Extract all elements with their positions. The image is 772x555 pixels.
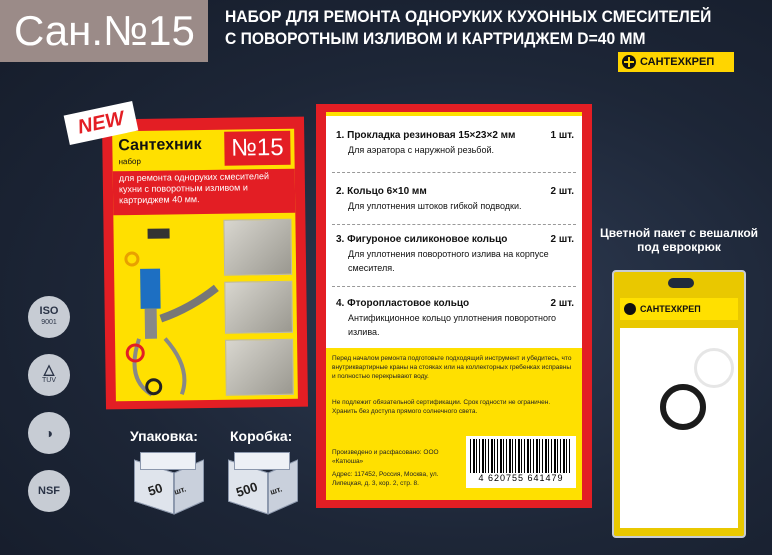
item-qty: 2 шт.: [550, 234, 574, 245]
item-num: 4.: [336, 298, 345, 309]
pack-box-icon: [134, 452, 204, 508]
box-unit: шт.: [268, 484, 284, 497]
front-number: №15: [224, 131, 290, 166]
pct-mark-icon: ◑: [44, 424, 54, 441]
list-item: [336, 298, 574, 339]
brand-name: САНТЕХКРЕП: [640, 56, 715, 68]
warning-triangle-icon: △: [43, 361, 55, 377]
item-name: Прокладка резиновая 15×23×2 мм: [347, 130, 516, 141]
euro-hook-hole: [668, 278, 694, 288]
bag-insert-card: [620, 328, 738, 528]
item-note: Антификционное кольцо уплотнения поворотного излива.: [348, 313, 557, 337]
item-name: Фигуроное силиконовое кольцо: [347, 234, 508, 245]
item-num: 1.: [336, 130, 345, 141]
carton-box-icon: [228, 452, 298, 508]
item-name: Кольцо 6×10 мм: [347, 186, 427, 197]
divider: [332, 286, 576, 287]
headline-line-1: НАБОР ДЛЯ РЕМОНТА ОДНОРУКИХ КУХОННЫХ СМЕСИТЕЛЕЙ: [225, 7, 712, 26]
item-name: Фторопластовое кольцо: [347, 298, 470, 309]
back-panel: [326, 112, 582, 500]
box-qty: 500: [234, 479, 260, 500]
front-subtitle: набор: [118, 156, 141, 167]
front-title: Сантехник: [118, 136, 202, 155]
product-headline: [225, 6, 722, 50]
new-badge: NEW: [64, 101, 139, 145]
divider: [332, 172, 576, 173]
faucet-photo: [224, 281, 293, 334]
faucet-photo: [225, 339, 294, 396]
list-item: [336, 186, 574, 213]
cert-label: NSF: [38, 484, 60, 497]
item-num: 3.: [336, 234, 345, 245]
retail-bag: [612, 270, 746, 538]
contents-list: [326, 116, 582, 348]
list-item: [336, 130, 574, 157]
list-item: [336, 234, 574, 275]
package-back: [316, 104, 592, 508]
iso-icon: [28, 296, 70, 338]
parts-illustration: [119, 218, 221, 397]
gasket-ring: [660, 384, 706, 430]
pack-label: Упаковка:: [130, 428, 198, 444]
address-text: Адрес: 117452, Россия, Москва, ул. Липецкая, д. 3, кор. 2, стр. 8.: [332, 471, 439, 487]
item-note: Для уплотнения штоков гибкой подводки.: [348, 201, 522, 211]
brand-logo: [618, 52, 734, 72]
cert-sub: 9001: [41, 319, 57, 326]
barcode: [466, 436, 576, 488]
package-front: [102, 117, 308, 410]
box-label: Коробка:: [230, 428, 293, 444]
front-panel: [112, 129, 298, 402]
bag-brand: САНТЕХКРЕП: [640, 304, 701, 314]
barcode-bars: [470, 439, 572, 473]
item-note: Для аэратора с наружной резьбой.: [348, 145, 494, 155]
pack-qty: 50: [146, 480, 165, 499]
cert-label: ISO: [39, 305, 59, 317]
item-qty: 1 шт.: [550, 130, 574, 141]
brand-cross-icon: [622, 55, 636, 69]
bag-header: [620, 298, 738, 320]
producer-text: Произведено и расфасовано: ООО «Катюша»: [332, 449, 439, 465]
pct-icon: [28, 412, 70, 454]
cert-label: TÜV: [42, 377, 56, 384]
tuv-icon: [28, 354, 70, 396]
pack-unit: шт.: [172, 484, 188, 497]
item-note: Для уплотнения поворотного излива на корпусе смесителя.: [348, 249, 549, 273]
warning-text: Перед началом ремонта подготовьте подходящий инструмент и убедитесь, что внутриквартирные краны на стояках или на коллекторных гребенках исправны и полностью перекрывают воду.: [332, 355, 572, 380]
product-code-badge: Сан.№15: [0, 0, 208, 62]
divider: [332, 224, 576, 225]
bag-caption: Цветной пакет с вешалкой под еврокрюк: [599, 226, 759, 254]
faucet-photo: [223, 219, 292, 276]
barcode-number: 4 620755 641479: [478, 473, 564, 483]
front-description: для ремонта одноруких смесителей кухни с поворотным изливом и картриджем 40 мм.: [113, 169, 296, 216]
certification-note: Не подлежит обязательной сертификации. Срок годности не ограничен. Хранить без доступа прямого солнечного света.: [332, 399, 551, 415]
item-num: 2.: [336, 186, 345, 197]
item-qty: 2 шт.: [550, 298, 574, 309]
nsf-icon: [28, 470, 70, 512]
item-qty: 2 шт.: [550, 186, 574, 197]
clear-ring: [694, 348, 734, 388]
headline-line-2: С ПОВОРОТНЫМ ИЗЛИВОМ И КАРТРИДЖЕМ D=40 ММ: [225, 29, 646, 48]
brand-cross-icon: [624, 303, 636, 315]
